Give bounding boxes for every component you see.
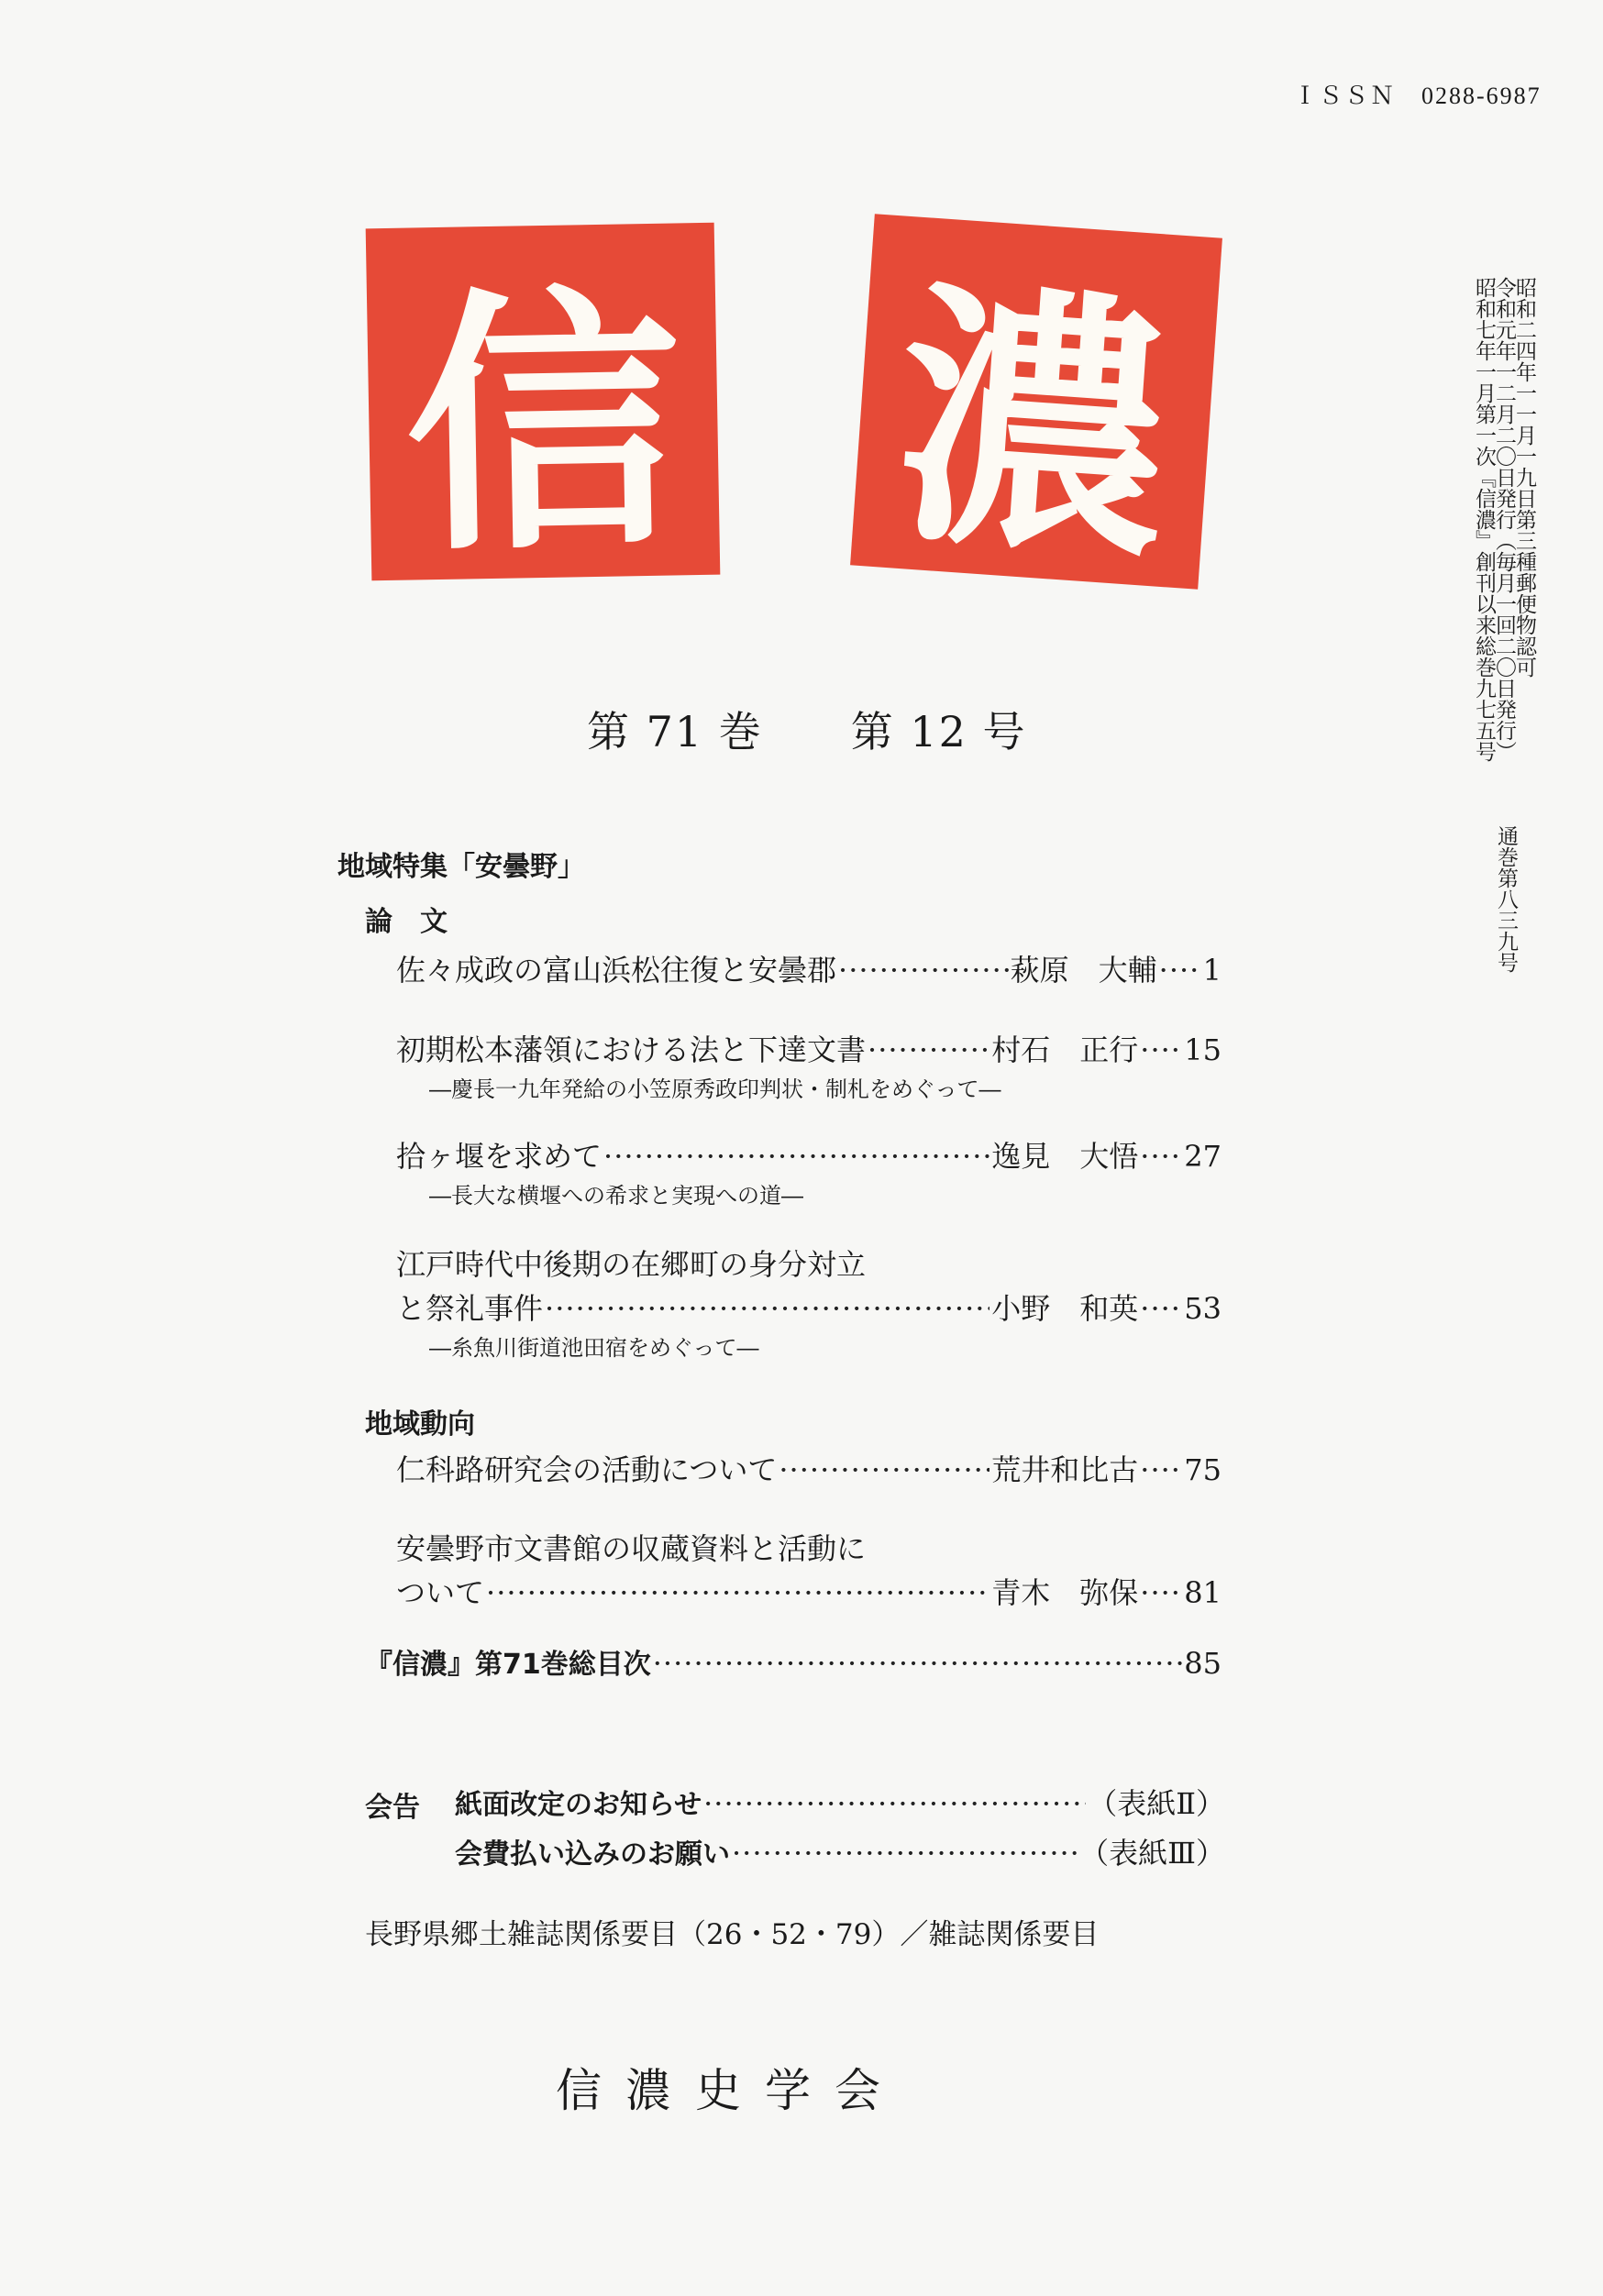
issn-number: ＩＳＳＮ 0288-6987 xyxy=(1293,83,1542,109)
entry-author: 青木 弥保 xyxy=(991,1575,1139,1610)
leader-dots xyxy=(732,1836,1078,1871)
leader-dots xyxy=(779,1452,989,1487)
title-char-box-1 xyxy=(366,223,721,589)
entry-page: 27 xyxy=(1184,1139,1222,1174)
toc-entry xyxy=(396,1570,1222,1612)
toc-entry xyxy=(396,1027,1222,1069)
toc-entry xyxy=(396,1133,1222,1176)
leader-dots xyxy=(1140,1452,1182,1487)
entry-title: 初期松本藩領における法と下達文書 xyxy=(396,1032,867,1067)
entry-author: 村石 正行 xyxy=(991,1032,1139,1067)
toc-entry xyxy=(396,1286,1222,1328)
leader-dots xyxy=(486,1575,989,1610)
entry-author: 小野 和英 xyxy=(991,1291,1139,1326)
entry-page: 81 xyxy=(1184,1575,1222,1610)
title-char-box-2 xyxy=(850,214,1222,595)
entry-author: 荒井和比古 xyxy=(991,1452,1139,1487)
entry-subtitle: ―慶長一九年発給の小笠原秀政印判状・制札をめぐって― xyxy=(429,1076,1001,1102)
feature-title: 地域特集「安曇野」 xyxy=(337,851,585,883)
entry-title: 仁科路研究会の活動について xyxy=(396,1452,778,1487)
entry-title: と祭礼事件 xyxy=(396,1291,544,1326)
leader-dots xyxy=(1140,1575,1182,1610)
title-char-1: 信 xyxy=(403,262,684,589)
vertical-line-serial: 通巻第八三九号 xyxy=(1494,825,1518,973)
leader-dots xyxy=(1140,1139,1182,1174)
vertical-line-1: 昭和二四年一一月一九日第三種郵便物認可 xyxy=(1512,277,1536,678)
notice-title: 会費払い込みのお願い xyxy=(455,1838,730,1871)
notice-title: 紙面改定のお知らせ xyxy=(455,1789,702,1821)
entry-title-line1: 安曇野市文書館の収蔵資料と活動に xyxy=(396,1531,867,1566)
notice-entry xyxy=(455,1830,1225,1872)
misc-line: 長野県郷土雑誌関係要目（26・52・79）／雑誌関係要目 xyxy=(365,1918,1100,1951)
entry-page: 85 xyxy=(1184,1646,1222,1681)
leader-dots xyxy=(1140,1291,1182,1326)
entry-page: 75 xyxy=(1184,1452,1222,1487)
entry-subtitle: ―長大な横堰への希求と実現への道― xyxy=(429,1183,803,1209)
entry-author: 萩原 大輔 xyxy=(1010,953,1157,988)
entry-subtitle: ―糸魚川街道池田宿をめぐって― xyxy=(429,1335,759,1361)
notice-page: （表紙Ⅱ） xyxy=(1088,1786,1225,1821)
entry-title: 佐々成政の富山浜松往復と安曇郡 xyxy=(396,953,837,988)
notice-page: （表紙Ⅲ） xyxy=(1079,1836,1225,1871)
notices-label: 会告 xyxy=(365,1792,420,1824)
section-ronbun: 論 文 xyxy=(365,906,448,938)
leader-dots xyxy=(653,1646,1183,1681)
title-char-2: 濃 xyxy=(886,256,1183,595)
vertical-line-2: 令和元年一二月二〇日発行（毎月一回二〇日発行） xyxy=(1492,277,1516,762)
entry-title: ついて xyxy=(396,1575,485,1610)
leader-dots xyxy=(838,953,1009,988)
toc-entry xyxy=(396,947,1222,989)
toc-entry xyxy=(396,1447,1222,1489)
entry-page: 53 xyxy=(1184,1291,1222,1326)
entry-title: 『信濃』第71巻総目次 xyxy=(365,1649,651,1681)
leader-dots xyxy=(1140,1032,1182,1067)
entry-page: 15 xyxy=(1184,1032,1222,1067)
entry-title: 拾ヶ堰を求めて xyxy=(396,1139,603,1174)
section-chiiki: 地域動向 xyxy=(365,1408,475,1441)
entry-title-line1: 江戸時代中後期の在郷町の身分対立 xyxy=(396,1247,867,1282)
toc-entry-index xyxy=(365,1641,1222,1682)
leader-dots xyxy=(1159,953,1201,988)
vertical-line-3: 昭和七年一月第一次『信濃』創刊以来総巻九七五号 xyxy=(1472,277,1496,762)
leader-dots xyxy=(868,1032,989,1067)
entry-page: 1 xyxy=(1202,953,1222,988)
leader-dots xyxy=(703,1786,1086,1821)
entry-author: 逸見 大悟 xyxy=(991,1139,1139,1174)
leader-dots xyxy=(603,1139,989,1174)
notice-entry xyxy=(455,1781,1225,1823)
leader-dots xyxy=(545,1291,989,1326)
volume-issue: 第 71 巻 第 12 号 xyxy=(587,707,1027,756)
publisher-name: 信濃史学会 xyxy=(556,2064,904,2117)
